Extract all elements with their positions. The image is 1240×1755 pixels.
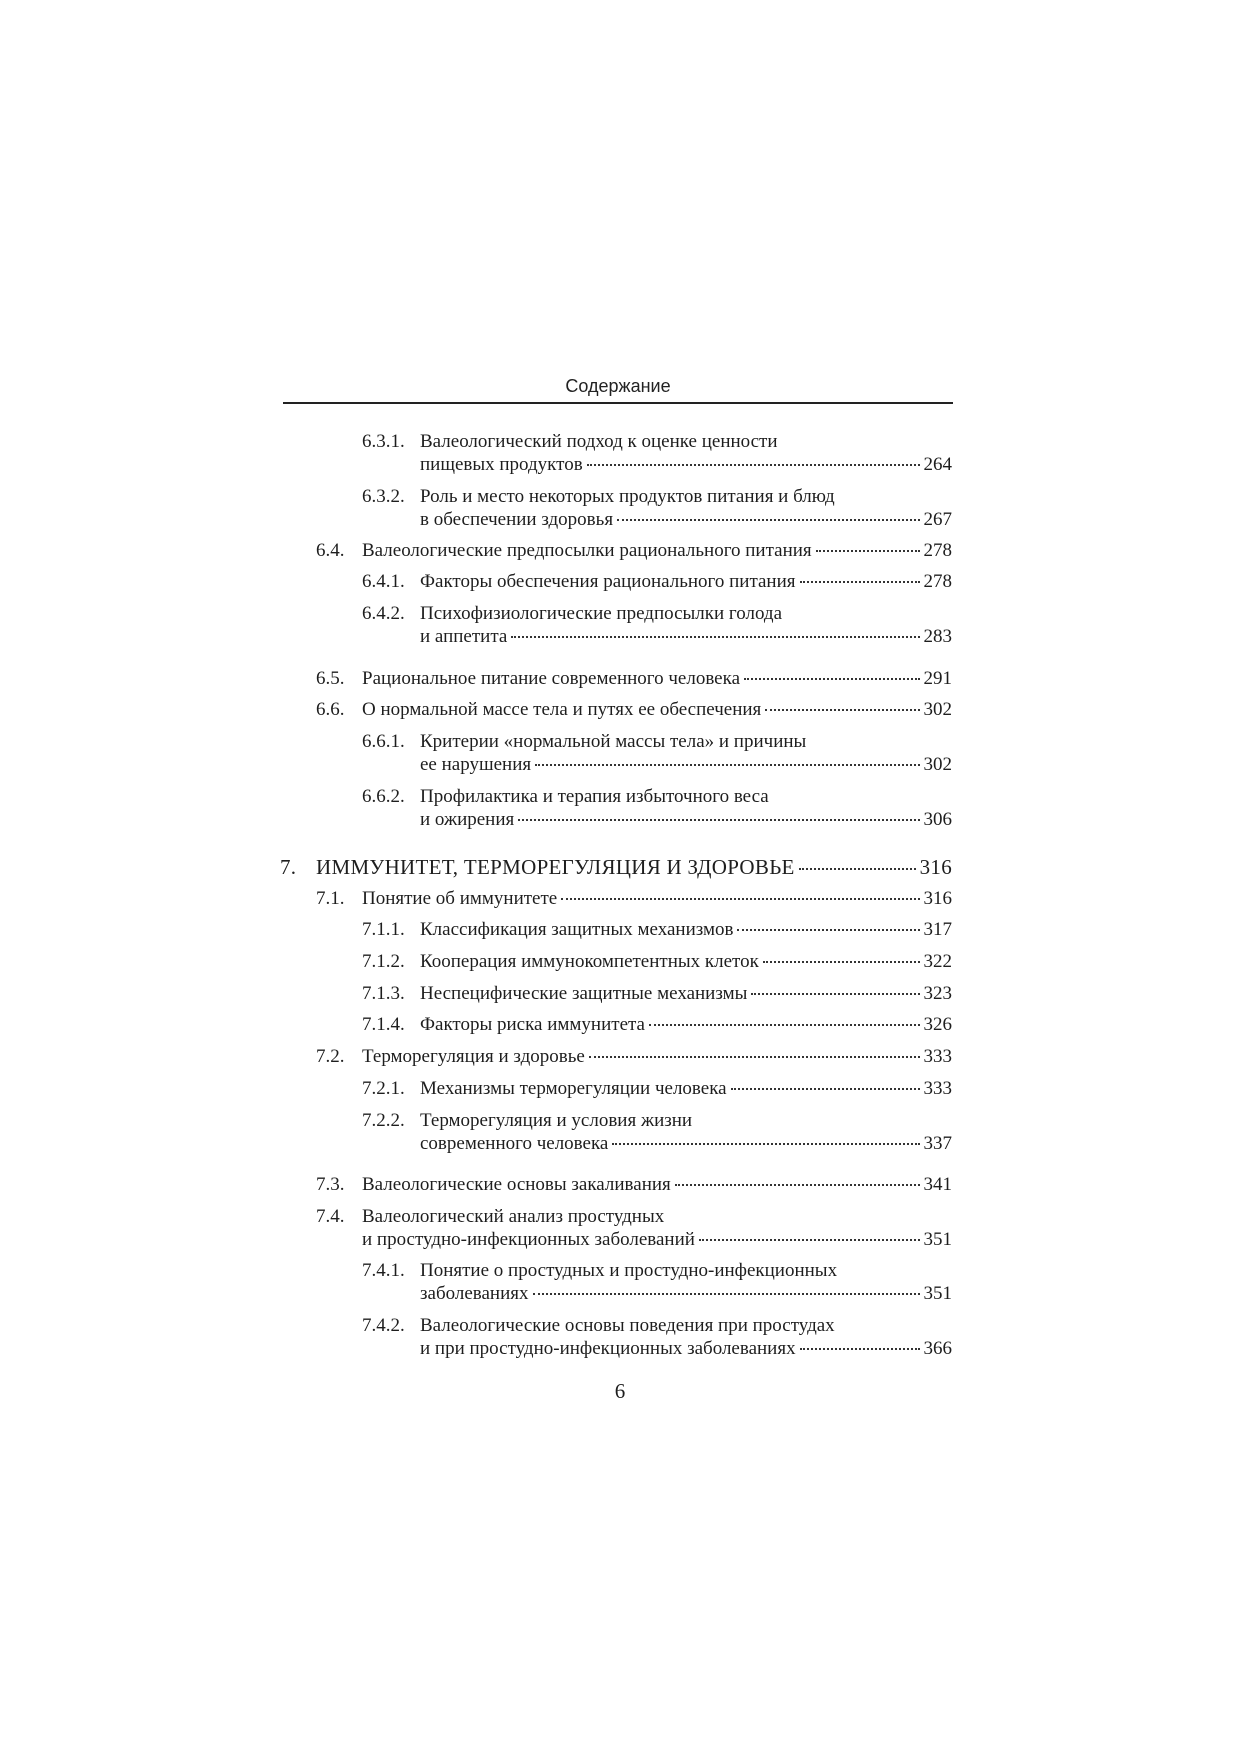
dot-leader <box>675 1184 920 1186</box>
toc-entry-title: в обеспечении здоровья <box>420 509 614 530</box>
dot-leader <box>561 898 919 900</box>
toc-entry-page: 322 <box>923 951 952 972</box>
dot-leader <box>518 819 919 821</box>
toc-entry-page: 264 <box>923 454 952 475</box>
dot-leader <box>751 993 919 995</box>
toc-entry-number: 6.6.2. <box>362 786 405 807</box>
toc-entry-number: 7.4.2. <box>362 1315 405 1336</box>
toc-entry-number: 7.4.1. <box>362 1260 405 1281</box>
toc-entry-title: Валеологические основы поведения при простудах <box>420 1315 835 1336</box>
toc-entry-title: Критерии «нормальной массы тела» и причины <box>420 731 807 752</box>
dot-leader <box>763 961 920 963</box>
dot-leader <box>699 1239 920 1241</box>
toc-entry-title: Кооперация иммунокомпетентных клеток <box>420 951 759 972</box>
dot-leader <box>744 678 920 680</box>
dot-leader <box>535 764 919 766</box>
header-rule <box>283 402 953 404</box>
toc-entry-number: 7.2.1. <box>362 1078 405 1099</box>
toc-entry-number: 6.6. <box>316 699 345 720</box>
toc-entry-title: заболеваниях <box>420 1283 529 1304</box>
dot-leader <box>731 1088 920 1090</box>
toc-entry-page: 316 <box>923 888 952 909</box>
toc-entry-title: и простудно-инфекционных заболеваний <box>362 1229 695 1250</box>
toc-entry-title: Валеологические основы закаливания <box>362 1174 671 1195</box>
toc-entry-page: 317 <box>923 919 952 940</box>
dot-leader <box>800 581 920 583</box>
dot-leader <box>533 1293 920 1295</box>
toc-entry-title: и при простудно-инфекционных заболеваниях <box>420 1338 796 1359</box>
toc-entry-page: 333 <box>923 1078 952 1099</box>
toc-entry-page: 323 <box>923 983 952 1004</box>
toc-entry-page: 283 <box>923 626 952 647</box>
toc-entry-title: Факторы обеспечения рационального питания <box>420 571 796 592</box>
toc-entry-page: 278 <box>923 571 952 592</box>
toc-entry-number: 6.6.1. <box>362 731 405 752</box>
toc-entry-title: ее нарушения <box>420 754 532 775</box>
toc-entry-title: Терморегуляция и условия жизни <box>420 1110 693 1131</box>
toc-entry-title: современного человека <box>420 1133 609 1154</box>
toc-entry-title: Профилактика и терапия избыточного веса <box>420 786 769 807</box>
toc-entry-number: 7.1. <box>316 888 345 909</box>
toc-entry-number: 6.3.2. <box>362 486 405 507</box>
toc-entry-number: 7.1.2. <box>362 951 405 972</box>
toc-entry-title: Роль и место некоторых продуктов питания и блюд <box>420 486 835 507</box>
toc-entry-title: пищевых продуктов <box>420 454 583 475</box>
toc-entry-number: 7. <box>280 855 297 879</box>
toc-entry-number: 6.4.2. <box>362 603 405 624</box>
toc-entry-page: 278 <box>923 540 952 561</box>
dot-leader <box>511 636 919 638</box>
toc-entry-page: 306 <box>923 809 952 830</box>
toc-entry-page: 302 <box>923 754 952 775</box>
toc-entry-title: Понятие об иммунитете <box>362 888 558 909</box>
toc-entry-page: 366 <box>923 1338 952 1359</box>
running-header: Содержание <box>565 376 671 396</box>
toc-entry-number: 6.5. <box>316 668 345 689</box>
toc-entry-page: 291 <box>923 668 952 689</box>
toc-entry-title: Механизмы терморегуляции человека <box>420 1078 727 1099</box>
page-number: 6 <box>614 1379 626 1403</box>
toc-entry-title: Факторы риска иммунитета <box>420 1014 645 1035</box>
dot-leader <box>649 1024 920 1026</box>
toc-entry-title: Психофизиологические предпосылки голода <box>420 603 783 624</box>
toc-entry-page: 267 <box>923 509 952 530</box>
toc-entry-page: 341 <box>923 1174 952 1195</box>
dot-leader <box>612 1143 919 1145</box>
toc-entry-title: Неспецифические защитные механизмы <box>420 983 748 1004</box>
toc-entry-number: 7.1.4. <box>362 1014 405 1035</box>
toc-entry-number: 7.2. <box>316 1046 345 1067</box>
toc-entry-number: 6.4. <box>316 540 345 561</box>
toc-entry-page: 326 <box>923 1014 952 1035</box>
toc-entry-number: 7.4. <box>316 1206 345 1227</box>
toc-entry-number: 7.1.3. <box>362 983 405 1004</box>
dot-leader <box>737 929 919 931</box>
toc-entry-title: Валеологический подход к оценке ценности <box>420 431 778 452</box>
toc-entry-title: ИММУНИТЕТ, ТЕРМОРЕГУЛЯЦИЯ И ЗДОРОВЬЕ <box>316 855 795 879</box>
toc-entry-number: 7.3. <box>316 1174 345 1195</box>
toc-entry-title: Валеологические предпосылки рационального питания <box>362 540 812 561</box>
toc-entry-page: 302 <box>923 699 952 720</box>
dot-leader <box>587 464 920 466</box>
dot-leader <box>589 1056 920 1058</box>
toc-entry-title: Терморегуляция и здоровье <box>362 1046 585 1067</box>
toc-entry-title: Классификация защитных механизмов <box>420 919 734 940</box>
dot-leader <box>765 709 919 711</box>
toc-entry-number: 7.2.2. <box>362 1110 405 1131</box>
toc-entry-number: 6.3.1. <box>362 431 405 452</box>
toc-entry-title: Валеологический анализ простудных <box>362 1206 665 1227</box>
toc-entry-page: 351 <box>923 1283 952 1304</box>
toc-entry-title: и ожирения <box>420 809 515 830</box>
toc-entry-title: Рациональное питание современного человека <box>362 668 740 689</box>
toc-entry-page: 337 <box>923 1133 952 1154</box>
toc-entry-number: 7.1.1. <box>362 919 405 940</box>
dot-leader <box>799 868 916 870</box>
toc-entry-number: 6.4.1. <box>362 571 405 592</box>
toc-entry-title: и аппетита <box>420 626 508 647</box>
dot-leader <box>617 519 919 521</box>
toc-entry-title: О нормальной массе тела и путях ее обеспечения <box>362 699 762 720</box>
dot-leader <box>800 1348 920 1350</box>
dot-leader <box>816 550 920 552</box>
toc-entry-title: Понятие о простудных и простудно-инфекционных <box>420 1260 838 1281</box>
toc-entry-page: 333 <box>923 1046 952 1067</box>
toc-entry-page: 316 <box>919 855 952 879</box>
toc-entry-page: 351 <box>923 1229 952 1250</box>
